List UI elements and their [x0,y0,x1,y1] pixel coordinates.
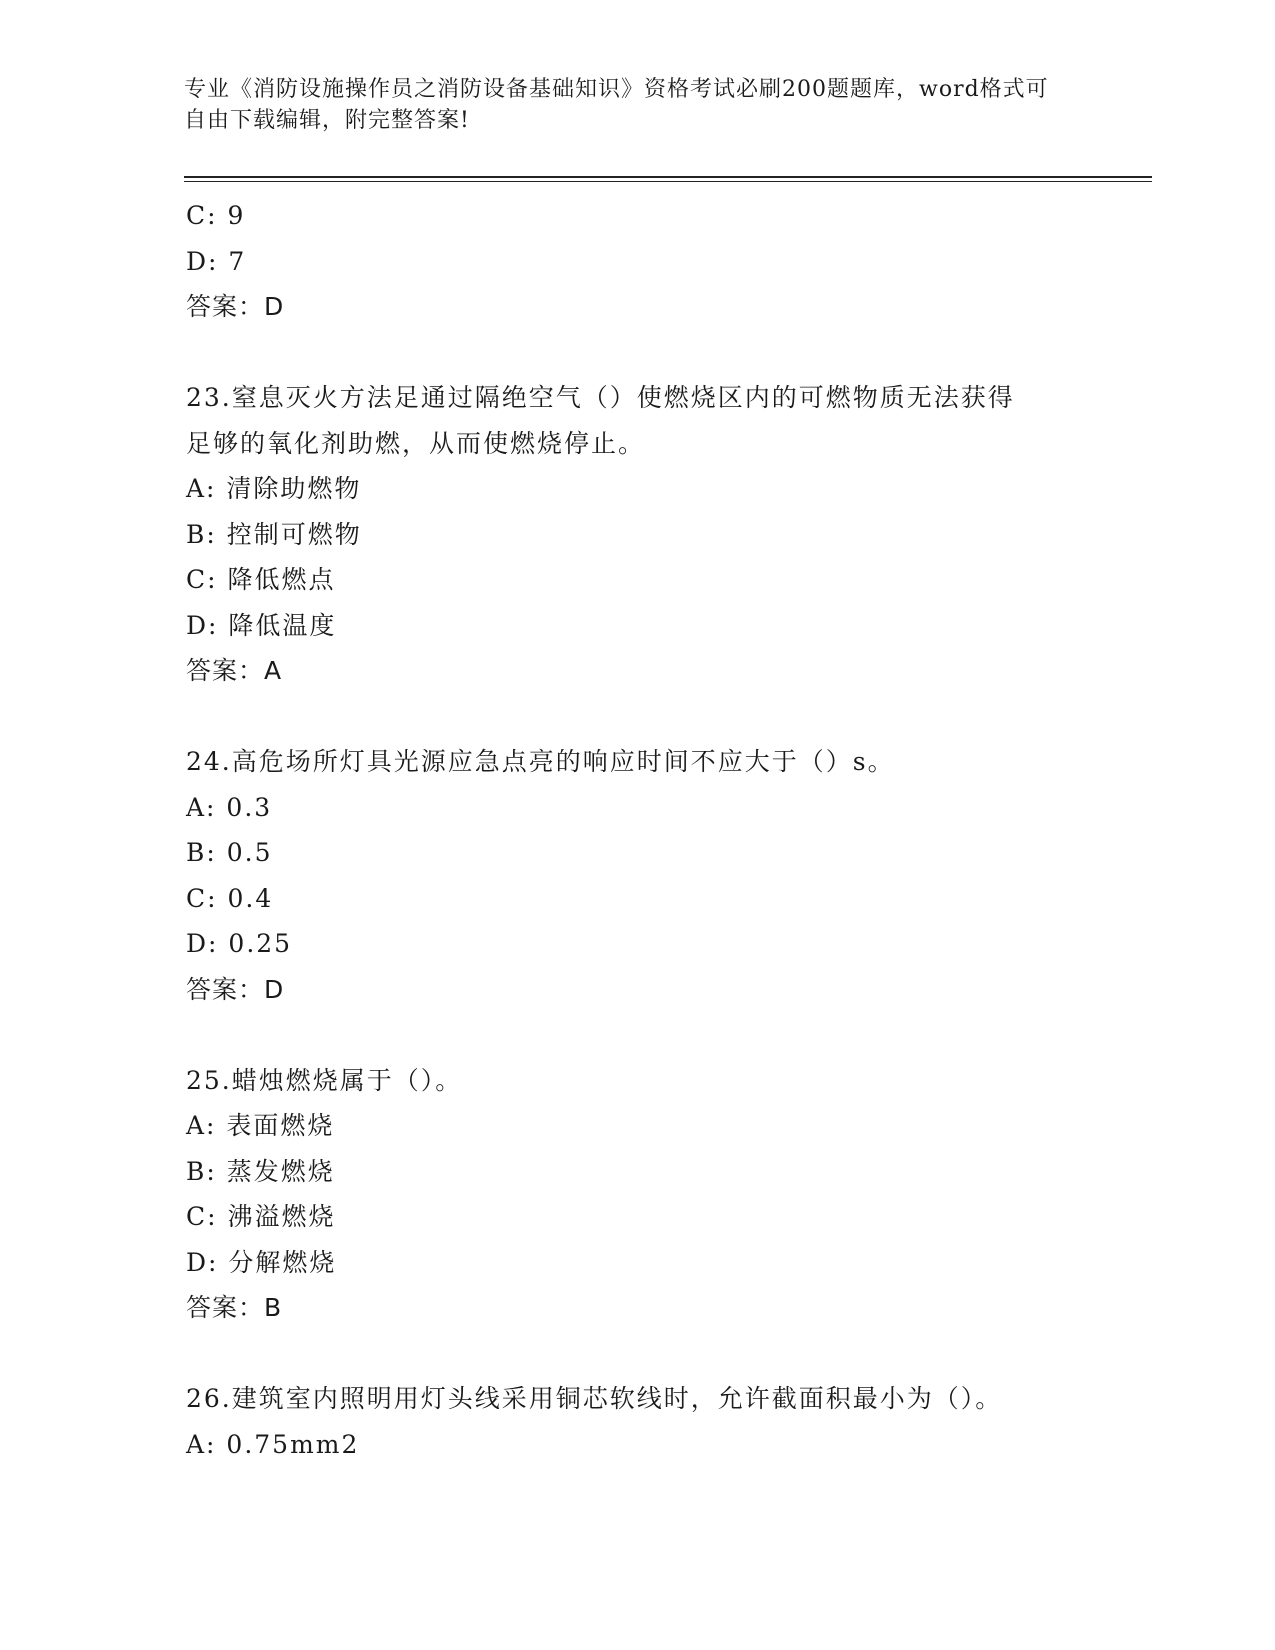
question-block-23 [186,375,1086,694]
option-b: B: 蒸发燃烧 [186,1156,335,1186]
option-a: A: 表面燃烧 [186,1111,335,1140]
document-header: 专业《消防设施操作员之消防设备基础知识》资格考试必刷200题题库，word格式可自由下载编辑，附完整答案! [184,77,1049,133]
question-text: 24.高危场所灯具光源应急点亮的响应时间不应大于（）s。 [186,747,895,776]
option-a: A: 0.75mm2 [186,1429,360,1459]
option-a: A: 0.3 [186,792,273,822]
option-b: B: 控制可燃物 [186,519,362,549]
answer-line: 答案：D [186,292,285,321]
spacer [186,330,1086,376]
option-b: B: 0.5 [186,838,273,867]
option-d: D: 7 [186,246,247,276]
question-block-24 [186,739,1086,1012]
answer-line: 答案：D [186,974,285,1004]
option-d: D: 0.25 [186,929,293,958]
question-text: 26.建筑室内照明用灯头线采用铜芯软线时，允许截面积最小为（）。 [186,1384,1003,1413]
header-rule-thin [184,181,1152,182]
answer-line: 答案：A [186,656,283,685]
question-block-25 [186,1058,1086,1331]
option-d: D: 分解燃烧 [186,1247,337,1277]
option-d: D: 降低温度 [186,610,337,640]
option-c: C: 0.4 [186,883,274,913]
answer-line: 答案：B [186,1293,283,1322]
question-block-22 [186,193,1086,330]
question-list [186,193,1086,1467]
spacer [186,1012,1086,1058]
header-rule-thick [184,176,1152,178]
spacer [186,694,1086,740]
option-c: C: 9 [186,201,246,230]
option-a: A: 清除助燃物 [186,474,362,503]
option-c: C: 沸溢燃烧 [186,1202,336,1231]
spacer [186,1331,1086,1377]
question-block-26 [186,1376,1086,1467]
question-text: 23.窒息灭火方法足通过隔绝空气（）使燃烧区内的可燃物质无法获得 [186,383,1015,412]
question-text-cont: 足够的氧化剂助燃，从而使燃烧停止。 [186,428,646,458]
option-c: C: 降低燃点 [186,565,336,594]
question-text: 25.蜡烛燃烧属于（）。 [186,1065,463,1095]
